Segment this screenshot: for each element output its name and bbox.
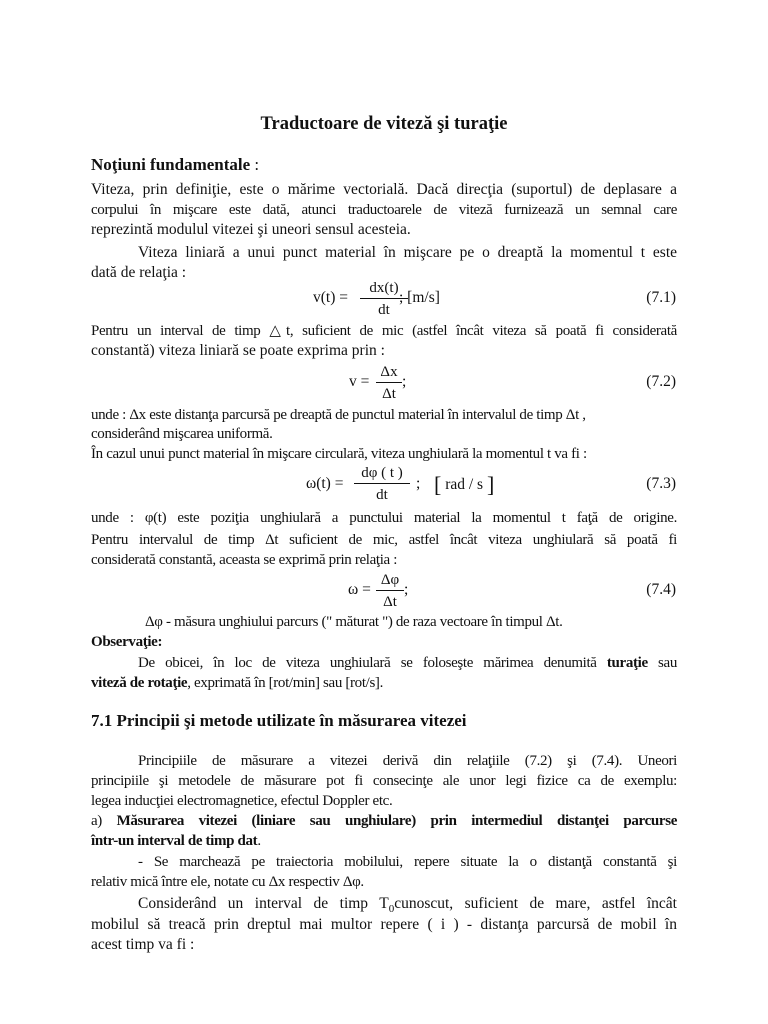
eq4-number: (7.4) xyxy=(646,581,676,598)
observation-text: sau xyxy=(647,655,677,671)
eq2-number: (7.2) xyxy=(646,373,676,390)
paragraph-line: unde : φ(t) este poziţia unghiulară a punctului material la momentul t faţă de origine. xyxy=(91,510,677,526)
method-a-line xyxy=(91,811,677,831)
method-a-label: a) xyxy=(91,813,117,829)
eq3-lhs: ω(t) = xyxy=(306,475,344,492)
observation-line xyxy=(91,673,677,693)
eq1-lhs: v(t) = xyxy=(313,289,348,306)
eq4-lhs: ω = xyxy=(348,581,371,598)
observation-text: , exprimată în [rot/min] sau [rot/s]. xyxy=(187,675,383,691)
eq2-numerator: Δx xyxy=(376,364,402,383)
paragraph-text: cunoscut, suficient de mare, astfel încât xyxy=(394,895,677,912)
eq3-unit-text: rad / s xyxy=(445,476,484,493)
eq2-tail: ; xyxy=(402,373,407,390)
eq1-tail: ; [m/s] xyxy=(399,289,440,306)
paragraph-line: considerată constantă, aceasta se exprimă prin relaţia : xyxy=(91,552,398,568)
eq2-denominator: Δt xyxy=(382,386,396,402)
paragraph-line: În cazul unui punct material în mişcare circulară, viteza unghiulară la momentul t va fi : xyxy=(91,446,587,462)
eq4-denominator: Δt xyxy=(383,594,397,610)
paragraph-line: corpului în mişcare este dată, atunci traductoarele de viteză furnizează un semnal care xyxy=(91,202,677,218)
eq3-semicolon: ; xyxy=(416,475,421,492)
eq1-numerator: dx(t) xyxy=(360,280,408,299)
paragraph-line: Principiile de măsurare a vitezei derivă din relaţiile (7.2) şi (7.4). Uneori xyxy=(138,753,677,769)
eq1-number: (7.1) xyxy=(646,289,676,306)
observation-text: De obicei, în loc de viteza unghiulară se foloseşte mărimea denumită xyxy=(138,655,607,671)
observation-term-viteza-rotatie: viteză de rotaţie xyxy=(91,675,188,691)
eq3-fraction xyxy=(354,465,410,505)
eq3-numerator: dφ ( t ) xyxy=(354,465,410,484)
section-heading: 7.1 Principii şi metode utilizate în măsurarea vitezei xyxy=(91,711,467,730)
paragraph-line: mobilul să treacă prin dreptul mai multor repere ( i ) - distanţa parcursă de mobil în xyxy=(91,916,677,933)
eq4-fraction xyxy=(376,572,404,612)
eq1-denominator: dt xyxy=(378,302,390,318)
paragraph-line: constantă) viteza liniară se poate exprima prin : xyxy=(91,342,385,359)
paragraph-line: principiile şi metodele de măsurare pot fi consecinţe ale unor legi fizice ca de exemplu: xyxy=(91,773,677,789)
paragraph-line: Viteza, prin definiţie, este o mărime vectorială. Dacă direcţia (suportul) de deplasare a xyxy=(91,181,677,198)
observation-heading xyxy=(91,632,677,652)
eq2-lhs: v = xyxy=(349,373,370,390)
eq3-unit: [ rad / s ] xyxy=(434,472,495,497)
paragraph-line: acest timp va fi : xyxy=(91,936,195,953)
paragraph-line: Pentru un interval de timp △t, suficient de mic (astfel încât viteza să poată fi considerată xyxy=(91,323,677,339)
paragraph-line: considerând mişcarea uniformă. xyxy=(91,426,273,442)
observation-line xyxy=(138,653,677,673)
observation-term-turatie: turaţie xyxy=(606,655,648,671)
notions-colon: : xyxy=(250,155,260,174)
method-a-line xyxy=(91,831,677,851)
eq4-numerator: Δφ xyxy=(376,572,404,591)
paragraph-line: - Se marchează pe traiectoria mobilului, repere situate la o distanţă constantă şi xyxy=(138,854,677,870)
eq3-denominator: dt xyxy=(376,487,388,503)
paragraph-line: dată de relaţia : xyxy=(91,264,187,281)
paragraph-line: reprezintă modulul vitezei şi uneori sensul acesteia. xyxy=(91,221,411,238)
eq2-fraction xyxy=(376,364,402,404)
method-a-title-cont: într-un interval de timp dat xyxy=(91,833,258,849)
paragraph-line: unde : Δx este distanţa parcursă pe dreaptă de punctul material în intervalul de timp Δt , xyxy=(91,407,586,423)
eq3-number: (7.3) xyxy=(646,475,676,492)
subscript-zero: 0 xyxy=(388,903,395,915)
method-a-period: . xyxy=(257,833,261,849)
observation-heading-text: Observaţie: xyxy=(91,634,163,650)
eq4-tail: ; xyxy=(404,581,409,598)
paragraph-line: legea inducţiei electromagnetice, efectul Doppler etc. xyxy=(91,793,393,809)
page-title: Traductoare de viteză şi turaţie xyxy=(260,114,508,134)
paragraph-line: relativ mică între ele, notate cu Δx respectiv Δφ. xyxy=(91,874,364,890)
notions-heading-line xyxy=(91,155,677,176)
paragraph-line: Viteza liniară a unui punct material în mişcare pe o dreaptă la momentul t este xyxy=(138,244,677,261)
paragraph-text: Considerând un interval de timp T xyxy=(138,895,389,912)
paragraph-line: Δφ - măsura unghiului parcurs (" măturat ") de raza vectoare în timpul Δt. xyxy=(145,614,563,630)
method-a-title: Măsurarea vitezei (liniare sau unghiulare) prin intermediul distanţei parcurse xyxy=(116,813,677,829)
paragraph-line: Pentru intervalul de timp Δt suficient de mic, astfel încât viteza unghiulară să poată fi xyxy=(91,532,677,548)
notions-heading: Noţiuni fundamentale xyxy=(91,155,251,174)
